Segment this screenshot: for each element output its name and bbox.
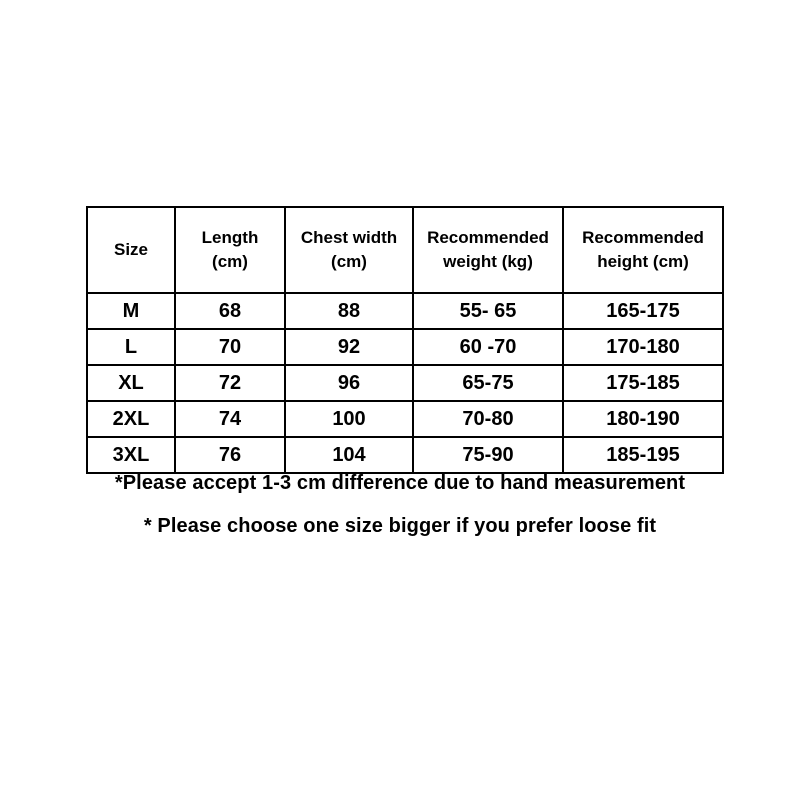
cell-chest-width: 104 — [285, 437, 413, 473]
table-row — [87, 437, 723, 473]
loose-fit-note: * Please choose one size bigger if you prefer loose fit — [143, 515, 657, 537]
column-header-length-line2: (cm) — [212, 252, 248, 271]
cell-recommended-height: 180-190 — [563, 401, 723, 437]
cell-chest-width: 96 — [285, 365, 413, 401]
column-header-size — [87, 207, 175, 293]
cell-length: 70 — [175, 329, 285, 365]
column-header-recommended-height-line2: height (cm) — [597, 252, 689, 271]
table-row — [87, 401, 723, 437]
cell-recommended-weight: 60 -70 — [413, 329, 563, 365]
column-header-recommended-height — [563, 207, 723, 293]
column-header-recommended-weight-line2: weight (kg) — [443, 252, 533, 271]
cell-size: 3XL — [87, 437, 175, 473]
cell-recommended-weight: 70-80 — [413, 401, 563, 437]
cell-recommended-height: 165-175 — [563, 293, 723, 329]
column-header-recommended-weight — [413, 207, 563, 293]
column-header-chest-width — [285, 207, 413, 293]
cell-chest-width: 100 — [285, 401, 413, 437]
cell-recommended-weight: 55- 65 — [413, 293, 563, 329]
cell-size: L — [87, 329, 175, 365]
table-body — [87, 293, 723, 473]
cell-recommended-height: 175-185 — [563, 365, 723, 401]
cell-recommended-weight: 65-75 — [413, 365, 563, 401]
cell-recommended-height: 170-180 — [563, 329, 723, 365]
column-header-length-line1: Length — [201, 228, 259, 247]
table-row — [87, 329, 723, 365]
column-header-chest-width-line2: (cm) — [331, 252, 367, 271]
column-header-size-line1: Size — [113, 240, 149, 259]
cell-length: 68 — [175, 293, 285, 329]
cell-chest-width: 92 — [285, 329, 413, 365]
column-header-length — [175, 207, 285, 293]
cell-length: 72 — [175, 365, 285, 401]
cell-size: XL — [87, 365, 175, 401]
column-header-recommended-height-line1: Recommended — [582, 228, 704, 247]
cell-recommended-weight: 75-90 — [413, 437, 563, 473]
column-header-recommended-weight-line1: Recommended — [427, 228, 549, 247]
table-header-row — [87, 207, 723, 293]
cell-length: 74 — [175, 401, 285, 437]
measurement-difference-note: *Please accept 1-3 cm difference due to hand measurement — [114, 472, 686, 494]
cell-size: M — [87, 293, 175, 329]
cell-chest-width: 88 — [285, 293, 413, 329]
table-header — [87, 207, 723, 293]
column-header-chest-width-line1: Chest width — [300, 228, 398, 247]
cell-size: 2XL — [87, 401, 175, 437]
table-row — [87, 293, 723, 329]
table-row — [87, 365, 723, 401]
cell-recommended-height: 185-195 — [563, 437, 723, 473]
size-chart-table — [86, 206, 724, 474]
size-chart-table-container — [86, 206, 704, 474]
cell-length: 76 — [175, 437, 285, 473]
